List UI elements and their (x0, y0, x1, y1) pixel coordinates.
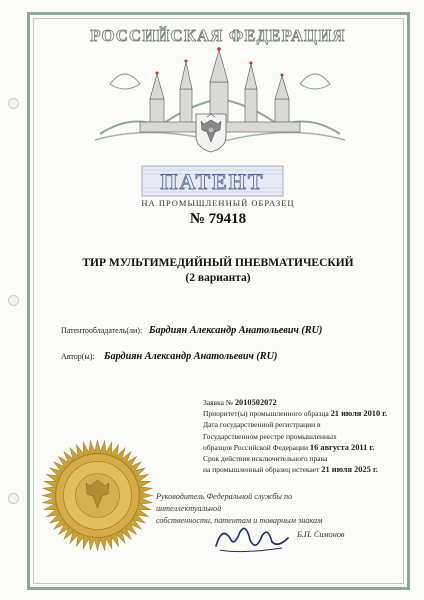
priority-date: 21 июля 2010 г. (330, 409, 388, 419)
application-number: 2010502072 (234, 398, 277, 407)
gold-seal-icon (40, 438, 155, 553)
application-line: Заявка № 2010502072 (203, 398, 277, 407)
punch-hole (8, 98, 19, 109)
country-header: РОССИЙСКАЯ ФЕДЕРАЦИЯ (90, 26, 346, 45)
registration-date: 16 августа 2011 г. (309, 442, 375, 452)
expiry-date: 21 июля 2025 г. (321, 465, 378, 475)
registration-block (203, 397, 413, 475)
punch-hole (8, 493, 19, 504)
priority-line: Приоритет(ы) промышленного образца 21 июля 2010 г. (203, 409, 388, 419)
patent-number: № 79418 (189, 211, 247, 227)
invention-title-line2: (2 варианта) (185, 272, 251, 284)
holder-label: Патентообладатель(ли): (61, 326, 143, 335)
handwritten-signature (212, 518, 292, 558)
coat-of-arms-icon (192, 110, 230, 154)
registration-date-line: образцов Российской Федерации 16 августа 2011 г. (203, 442, 375, 452)
author-label: Автор(ы): (61, 352, 95, 361)
patent-title: ПАТЕНТ (160, 169, 265, 194)
registration-text: Государственном реестре промышленных (203, 431, 337, 441)
punch-hole (8, 295, 19, 306)
signatory-title-line2: собственности, патентам и товарным знакам (156, 516, 323, 525)
signatory-name: Б.П. Симонов (297, 530, 345, 539)
patent-subtitle: НА ПРОМЫШЛЕННЫЙ ОБРАЗЕЦ (141, 198, 295, 208)
invention-title-line1: ТИР МУЛЬТИМЕДИЙНЫЙ ПНЕВМАТИЧЕСКИЙ (82, 257, 354, 269)
term-text: Срок действия исключительного права (203, 454, 328, 464)
patent-title-banner (140, 162, 285, 200)
registration-text: Дата государственной регистрации в (203, 420, 321, 430)
term-date-line: на промышленный образец истекает 21 июля 2025 г. (203, 465, 378, 475)
holder-value: Бардиян Александр Анатольевич (RU) (149, 325, 323, 336)
author-value: Бардиян Александр Анатольевич (RU) (104, 351, 278, 362)
invention-title (40, 256, 396, 286)
signatory-title-line1: Руководитель Федеральной службы по интеллектуальной (156, 492, 293, 513)
